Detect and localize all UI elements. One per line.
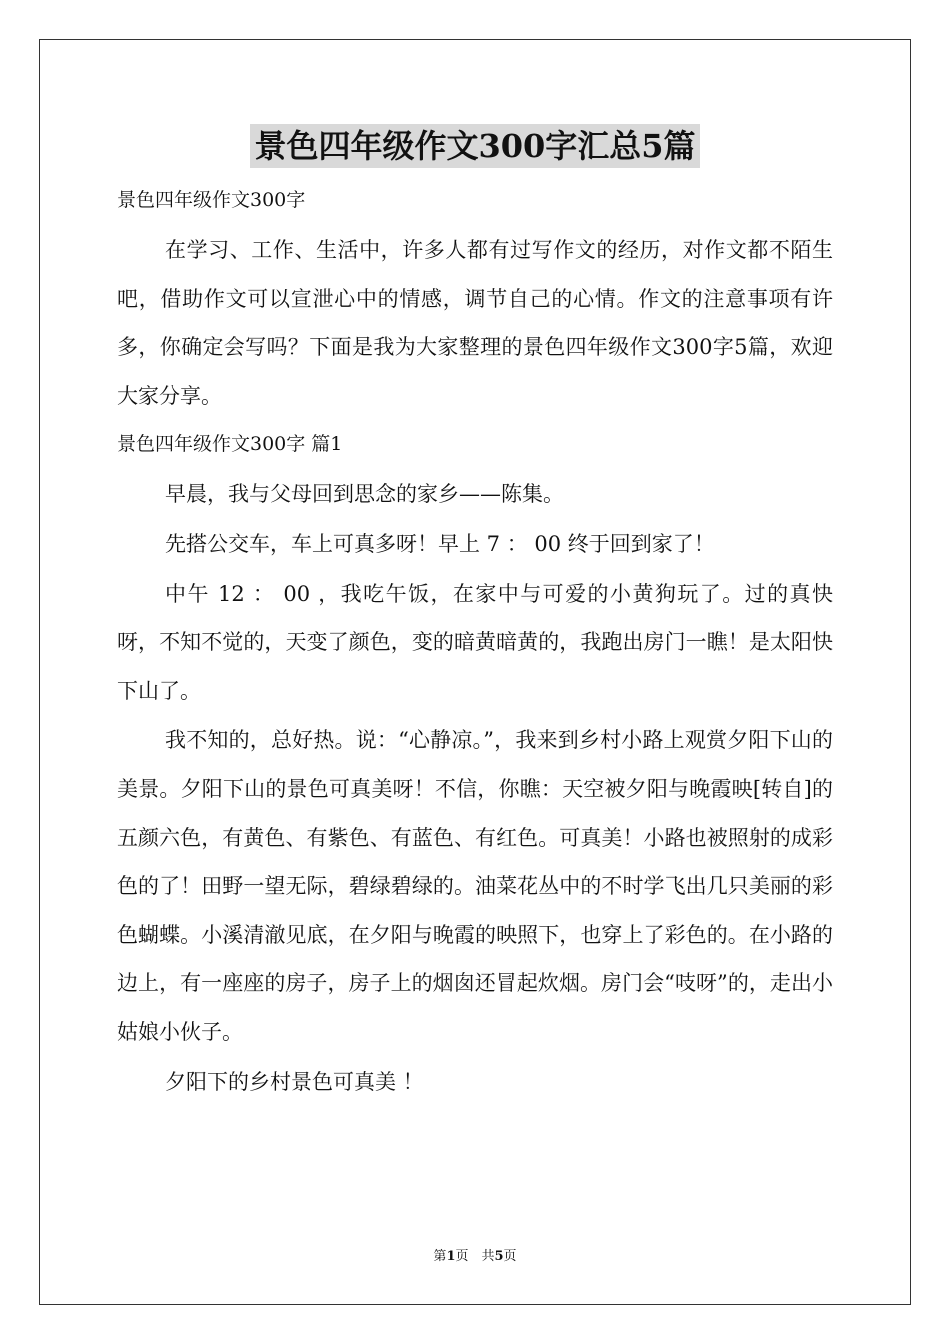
- body-paragraph: 夕阳下的乡村景色可真美 ！: [165, 1069, 424, 1094]
- intro-paragraph: 在学习、工作、生活中，许多人都有过写作文的经历，对作文都不陌生吧，借助作文可以宣泄心中的情感，调节自己的心情。作文的注意事项有许多，你确定会写吗？下面是我为大家整理的景色四年级作文300字5篇，欢迎大家分享。: [117, 238, 833, 408]
- body-paragraph: 中午 12 ： 00 ，我吃午饭，在家中与可爱的小黄狗玩了。过的真快呀，不知不觉的，天变了颜色，变的暗黄暗黄的，我跑出房门一瞧！是太阳快下山了。: [117, 581, 833, 703]
- document-title: 景色四年级作文300字汇总5篇: [250, 124, 699, 168]
- page-footer: [0, 1247, 950, 1267]
- footer-prefix: 第: [433, 1249, 447, 1264]
- body-paragraph: 先搭公交车，车上可真多呀！早上 7 ： 00 终于回到家了！: [165, 531, 715, 556]
- footer-current-page: 1: [446, 1249, 456, 1264]
- subtitle: 景色四年级作文300字: [117, 189, 306, 211]
- body-paragraph: 我不知的，总好热。说：“心静凉。”，我来到乡村小路上观赏夕阳下山的美景。夕阳下山的景色可真美呀！不信，你瞧：天空被夕阳与晚霞映[转自]的五颜六色，有黄色、有紫色、有蓝色、有红色。可真美！小路也被照射的成彩色的了！田野一望无际，碧绿碧绿的。油菜花丛中的不时学飞出几只美丽的彩色蝴蝶。小溪清澈见底，在夕阳与晚霞的映照下，也穿上了彩色的。在小路的边上，有一座座的房子，房子上的烟囱还冒起炊烟。房门会“吱呀”的，走出小姑娘小伙子。: [117, 728, 833, 1044]
- body-paragraph: 早晨，我与父母回到思念的家乡——陈集。: [165, 482, 564, 507]
- footer-mid: 页 共: [455, 1249, 495, 1264]
- footer-suffix: 页: [503, 1249, 517, 1264]
- title-container: [0, 124, 950, 168]
- section-heading: 景色四年级作文300字 篇1: [117, 433, 343, 456]
- footer-total-pages: 5: [494, 1249, 504, 1264]
- document-body: [117, 180, 833, 1107]
